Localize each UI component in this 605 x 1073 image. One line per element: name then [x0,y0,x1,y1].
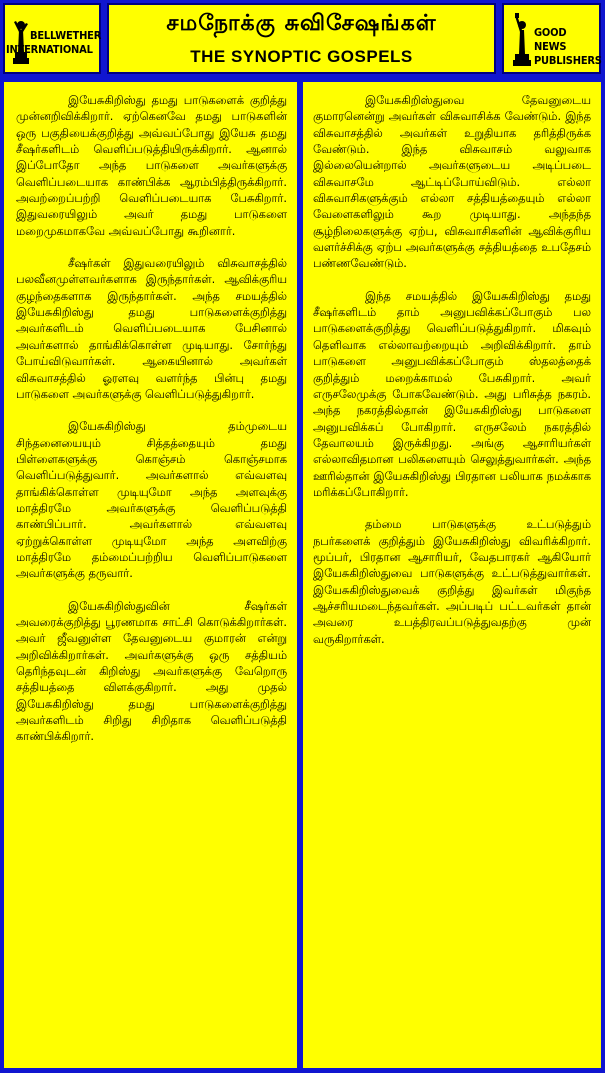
left-logo-line2: INTERNATIONAL [6,43,93,56]
title-banner [107,3,496,74]
right-logo-line2: PUBLISHERS [534,54,602,67]
title-english: THE SYNOPTIC GOSPELS [190,47,413,66]
right-paragraph-1: இயேசுகிறிஸ்துவை தேவனுடைய குமாரனென்று அவர்கள் விசுவாசிக்க வேண்டும். இந்த விசுவாசத்தில் அவர்கள் உறுதியாக தரித்திருக்க வேண்டும். இந்த விசுவாசம் வலுவாக இல்லையென்றால் அவர்களுடைய அடிப்படை விசுவாசமே ஆட்டிப்போய்விடும். எல்லா விசுவாசிகளுக்கும் எல்லா சத்தியத்தையும் எல்லா வேளைகளிலும் கூற முடியாது. அந்தந்த சூழ்நிலைகளுக்கு ஏற்ப, விசுவாசிகளின் ஆவிக்குரிய வளர்ச்சிக்கு ஏற்ப அவர்களுக்கு சத்தியத்தை உபதேசம் பண்ணவேண்டும். [313,93,591,271]
good-news-logo [502,3,601,74]
left-paragraph-2: சீஷர்கள் இதுவரையிலும் விசுவாசத்தில் பலவீனமுள்ளவர்களாக இருந்தார்கள். ஆவிக்குரிய குழந்தைகளாக இருந்தார்கள். அந்த சமயத்தில் இயேசுகிறிஸ்து தமது பாடுகளைக்குறித்து அவர்களிடம் வெளிப்படையாக பேசினால் அவர்களால் தாங்கிக்கொள்ள முடியாது. சோர்ந்து போய்விடுவார்கள். ஆகையினால் அவர்கள் விசுவாசத்தில் ஓரளவு வளர்ந்த பின்பு தமது பாடுகளை அவர்களுக்கு வெளிப்படுத்துகிறார். [16,256,287,401]
left-paragraph-4: இயேசுகிறிஸ்துவின் சீஷர்கள் அவரைக்குறித்து பூரணமாக சாட்சி கொடுக்கிறார்கள். அவர் ஜீவனுள்ள தேவனுடைய குமாரன் என்று அறிவிக்கிறார்கள். அவர்களுக்கு ஒரு சத்தியம் தெரிந்தவுடன் கிறிஸ்து அவர்களுக்கு வேறொரு சத்தியத்தை விளக்குகிறார். அது முதல் இயேசுகிறிஸ்து தமது பாடுகளைக்குறித்து அவர்களிடம் சிறிது சிறிதாக வெளிப்படுத்தி காண்பிக்கிறார். [16,598,287,744]
right-paragraph-3: தம்மை பாடுகளுக்கு உட்படுத்தும் நபர்களைக் குறித்தும் இயேசுகிறிஸ்து விவரிக்கிறார். மூப்பர், பிரதான ஆசாரியர், வேதபாரகர் ஆகியோர் இயேசுகிறிஸ்துவை பாடுகளுக்கு உட்படுத்துவார்கள். இயேசுகிறிஸ்துவைக் குறித்து இவர்கள் மிகுந்த ஆச்சரியமடைந்தவர்கள். அப்படிப் பட்டவர்கள் தான் அவரை உபத்திரவப்படுத்துவதற்கு முன் வருகிறார்கள். [313,517,591,646]
bellwether-figure-icon [11,14,31,66]
right-column [303,82,601,1068]
left-paragraph-3: இயேசுகிறிஸ்து தம்முடைய சிந்தனையையும் சித்தத்தையும் தமது பிள்ளைகளுக்கு கொஞ்சம் கொஞ்சமாக வெளிப்படுத்துவார். அவர்களால் எவ்வளவு தாங்கிக்கொள்ள முடியுமோ அந்த அளவுக்கு மாத்திரமே அவர்களுக்கு வெளிப்படுத்தி காண்பிப்பார். அவர்களால் எவ்வளவு ஏற்றுக்கொள்ள முடியுமோ அந்த அளவிற்கு மாத்திரமே தம்மைப்பற்றிய வெளிப்பாடுகளை அவர்களுக்கு தருவார். [16,419,287,581]
page-header [0,0,605,80]
left-logo-line1: BELLWETHER [30,29,102,42]
bellwether-logo [3,3,101,74]
left-paragraph-1: இயேசுகிறிஸ்து தமது பாடுகளைக் குறித்து முன்னறிவிக்கிறார். ஏற்கெனவே தமது பாடுகளின் ஒரு பகுதியைக்குறித்து அவ்வப்போது இயேசு தமது சீஷர்களிடம் வெளிப்படுத்தியிருக்கிறார். ஆனால் இப்போதோ அந்த பாடுகளை அவர்களுக்கு வெளிப்படையாக காண்பிக்க ஆரம்பித்திருக்கிறார். அவற்றைப்பற்றி வெளிப்படையாக பேசுகிறார். இதுவரையிலும் அவர் தமது பாடுகளை மறைமுகமாகவே அவ்வப்போது கூறினார். [16,93,287,238]
title-tamil: சமநோக்கு சுவிசேஷங்கள் [166,11,437,36]
right-paragraph-2: இந்த சமயத்தில் இயேசுகிறிஸ்து தமது சீஷர்களிடம் தாம் அனுபவிக்கப்போகும் பல பாடுகளைக்குறித்து வெளிப்படுத்துகிறார். மிகவும் தெளிவாக எல்லாவற்றையும் அறிவிக்கிறார். தாம் பாடுகளை அனுபவிக்கப்போகும் ஸ்தலத்தைக் குறித்தும் மறைக்காமல் பேசுகிறார். அவர் எருசலேமுக்கு போகவேண்டும். அது பரிசுத்த நகரம். அந்த நகரத்தில்தான் இயேசுகிறிஸ்து பாடுகளை அனுபவிக்கப் போகிறார். எருசலேம் நகரத்தில் தேவாலயம் இருக்கிறது. அங்கு ஆசாரியர்கள் எல்லாவிதமான பலிகளையும் செலுத்துவார்கள். அந்த ஊரில்தான் இயேசுகிறிஸ்து பிரதான பலியாக நமக்காக மரிக்கப்போகிறார். [313,288,591,499]
left-column [4,82,297,1068]
right-logo-line1: GOOD NEWS [534,26,567,53]
good-news-figure-icon [511,12,533,68]
